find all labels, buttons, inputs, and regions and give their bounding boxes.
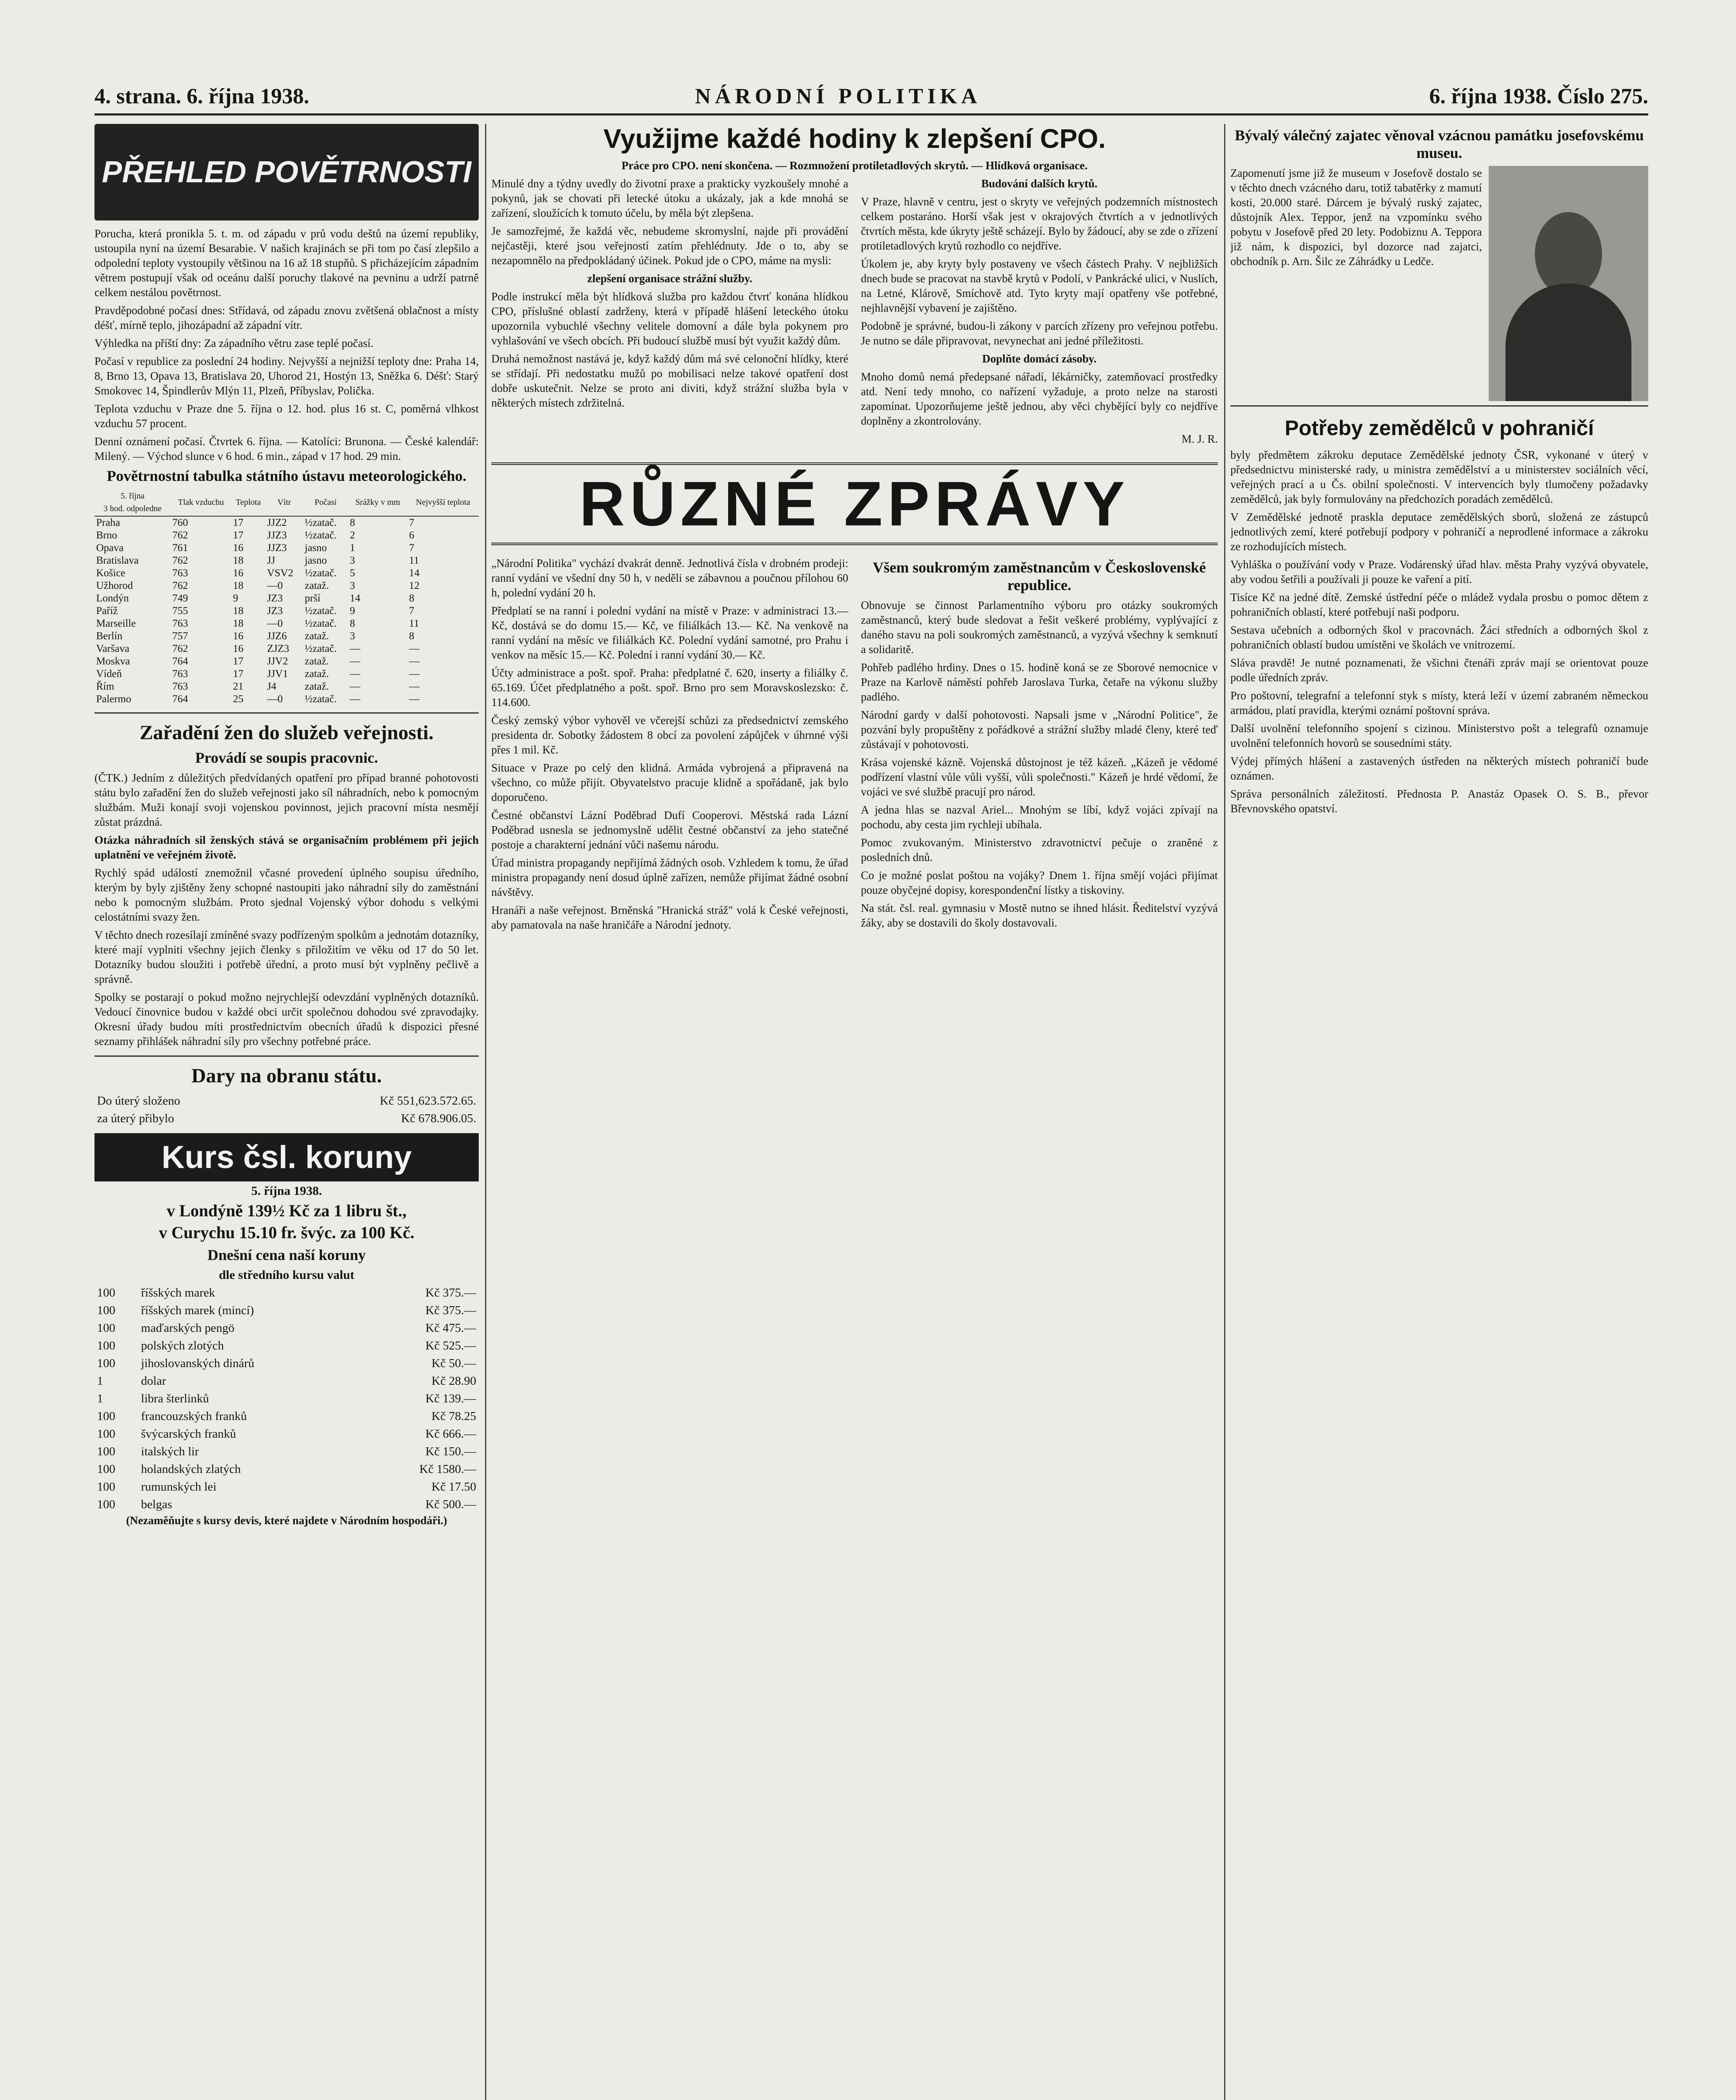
dary-value: Kč 678.906.05.: [401, 1112, 476, 1125]
met-table: [94, 489, 479, 706]
kurs-subtitle: Dnešní cena naší koruny: [207, 1247, 366, 1263]
met-table-cell: ½zatač.: [304, 643, 337, 654]
met-table-cell: Brno: [96, 530, 117, 541]
cpo-left-column: [491, 176, 848, 450]
women-article-title: Zařadění žen do služeb veřejnosti.: [139, 722, 434, 744]
met-table-cell: 6: [409, 530, 414, 541]
met-table-cell: JJ: [267, 555, 275, 566]
met-table-cell: Berlín: [96, 630, 123, 642]
met-table-cell: 763: [172, 567, 188, 579]
met-table-cell: Varšava: [96, 643, 130, 654]
kurs-date: 5. října 1938.: [251, 1184, 322, 1198]
news-item: Předplatí se na ranní i polední vydání na místě v Praze: v administraci 13.— Kč, dostává se do domu 15.— Kč, ve filiálkách 13.— Kč. Na venkově na ranní vydání na měsíc ve filiálkách Kč. Polední vydání samotné, pro Prahu i venkov na měsíc 15.— Kč. Polední i ranní vydání 30.— Kč.: [491, 604, 848, 661]
rate-row: [94, 1354, 479, 1372]
rate-value: Kč 1580.—: [419, 1462, 476, 1476]
met-table-title: Povětrnostní tabulka státního ústavu meteorologického.: [107, 467, 467, 484]
rate-value: Kč 525.—: [425, 1339, 476, 1352]
kurs-london: v Londýně 139½ Kč za 1 libru št.,: [166, 1201, 407, 1220]
cpo-paragraph: Je samozřejmé, že každá věc, nebudeme skromyslní, najde při provádění nejčastěji, které jsou veřejností zatím přehlédnuty. Jde o to, aby se nezapomnělo na předpokládaný účinek. Pokud jde o CPO, máme na mysli:: [491, 225, 848, 267]
rate-amount: 100: [97, 1357, 115, 1370]
kurs-table: [94, 1284, 479, 1513]
met-table-cell: 16: [233, 643, 244, 654]
met-table-cell: VSV2: [267, 567, 294, 579]
met-table-cell: 12: [409, 580, 420, 591]
met-table-cell: 18: [233, 618, 244, 629]
veteran-article-title: Bývalý válečný zajatec věnoval vzácnou památku josefovskému museu.: [1235, 127, 1644, 161]
met-table-cell: ½zatač.: [304, 693, 337, 705]
weather-banner: PŘEHLED POVĚTRNOSTI: [94, 124, 479, 220]
news-item: Krása vojenské kázně. Vojenská důstojnost je též kázeň. „Kázeň je vědomé podřízení vlastní vůle vůli vyšší, vůli společnosti." Kázeň je hrdé vědomí, že vojáci ve své službě pracují pro národ.: [861, 756, 1218, 798]
met-table-body: [94, 516, 479, 706]
portrait-body-shape: [1505, 284, 1631, 401]
met-table-cell: 14: [350, 593, 361, 604]
met-table-cell: JZ3: [267, 593, 283, 604]
met-table-cell: JJZ6: [267, 630, 287, 642]
met-table-cell: Vídeň: [96, 668, 122, 680]
met-table-cell: Paříž: [96, 605, 118, 617]
met-table-cell: 9: [233, 593, 239, 604]
news-item: A jedna hlas se nazval Ariel... Mnohým se líbí, když vojáci zpívají na pochodu, aby cesta jim rychleji ubíhala.: [861, 803, 1218, 831]
met-table-cell: ½zatač.: [304, 605, 337, 617]
met-table-cell: 761: [172, 542, 188, 554]
met-table-cell: —0: [267, 580, 283, 591]
news-item: Správa personálních záležitostí. Přednosta P. Anastáz Opasek O. S. B., převor Břevnovského opatství.: [1230, 788, 1648, 815]
rate-currency: dolar: [141, 1374, 166, 1388]
women-paragraph: Rychlý spád událostí znemožnil včasné provedení úplného soupisu úředního, kterým by byly zjištěny ženy schopné nastoupiti jako náhradní síly do zaměstnání nebo k pomocným službám. Proto sjednal Vojenský výbor dohodu s velkými celostátními svazy žen.: [94, 866, 479, 923]
rate-row: [94, 1425, 479, 1443]
met-table-cell: 762: [172, 580, 188, 591]
kurs-banner: Kurs čsl. koruny: [94, 1133, 479, 1181]
news-item: Co je možné poslat poštou na vojáky? Dnem 1. října smějí vojáci přijímat pouze obyčejné dopisy, korespondenční lístky a tiskoviny.: [861, 869, 1218, 896]
cpo-paragraph: Druhá nemožnost nastává je, když každý dům má své celonoční hlídky, které se střídají. Při nedostatku mužů po mobilisaci nelze takové opatření dost dobře uskutečnit. Nelze se proto ani diviti, když strážní služba byla v některých místech zdržitelná.: [491, 352, 848, 409]
news-item: Výdej přímých hlášení a zastavených ústředen na některých místech pohraničí bude oznámen.: [1230, 755, 1648, 782]
rate-currency: italských lir: [141, 1445, 199, 1458]
divider: [94, 1055, 479, 1057]
met-table-cell: 25: [233, 693, 244, 705]
weather-paragraph: Denní oznámení počasí. Čtvrtek 6. října. — Katolíci: Brunona. — České kalendář: Milený. — Východ slunce v 6 hod. 6 min., západ v 17 hod. 29 min.: [94, 435, 479, 462]
rate-amount: 100: [97, 1427, 115, 1441]
met-table-cell: 9: [350, 605, 355, 617]
rate-value: Kč 666.—: [425, 1427, 476, 1441]
ruzne-zpravy-banner: RŮZNÉ ZPRÁVY: [491, 462, 1218, 545]
met-table-cell: 764: [172, 693, 188, 705]
cpo-subheading: Doplňte domácí zásoby.: [982, 352, 1097, 365]
rate-amount: 1: [97, 1374, 103, 1388]
pohranici-article-title: Potřeby zemědělců v pohraničí: [1285, 416, 1594, 440]
news-item: Účty administrace a pošt. spoř. Praha: předplatné č. 620, inserty a filiálky č. 65.169. Účet předplatného a pošt. spoř. Brno pro sem Moravskoslezsko: č. 114.600.: [491, 667, 848, 709]
rate-currency: francouzských franků: [141, 1410, 247, 1423]
met-table-cell: 760: [172, 517, 188, 528]
right-column: [1230, 124, 1648, 2100]
met-table-cell: Bratislava: [96, 555, 139, 566]
met-table-cell: jasno: [304, 542, 327, 554]
met-table-row: [94, 542, 479, 554]
met-table-cell: JJV2: [267, 656, 288, 667]
met-table-cell: —: [350, 693, 361, 705]
news-item: byly předmětem zákroku deputace Zemědělské jednoty ČSR, vykonané v úterý v předsednictvu ministerské rady, u ministra zemědělství a u ministerstev sociálních věcí, veřejných prací a u Čs. obilní společnosti. V intervencích byly tlumočeny požadavky zemědělců, jak byly formulovány na předchozích poradách zemědělců.: [1230, 449, 1648, 505]
met-table-cell: 763: [172, 618, 188, 629]
dary-row: [94, 1110, 479, 1127]
rate-amount: 100: [97, 1339, 115, 1352]
met-table-cell: Praha: [96, 517, 120, 528]
dary-value: Kč 551,623.572.65.: [380, 1094, 476, 1108]
ruzne-left-column: [491, 556, 848, 936]
column-divider: [1224, 124, 1225, 2100]
met-table-cell: 17: [233, 517, 244, 528]
met-table-cell: 755: [172, 605, 188, 617]
met-table-cell: —: [350, 668, 361, 680]
divider: [94, 712, 479, 714]
met-table-cell: JJV1: [267, 668, 288, 680]
met-table-cell: 16: [233, 630, 244, 642]
header-page-date: 4. strana. 6. října 1938.: [94, 84, 309, 108]
kurs-zurich: v Curychu 15.10 fr. švýc. za 100 Kč.: [159, 1223, 414, 1242]
cpo-subheading: zlepšení organisace strážní služby.: [587, 272, 753, 285]
rate-currency: rumunských lei: [141, 1480, 217, 1494]
met-table-cell: JZ3: [267, 605, 283, 617]
met-table-cell: 749: [172, 593, 188, 604]
rate-row: [94, 1443, 479, 1460]
met-table-cell: Užhorod: [96, 580, 133, 591]
rate-row: [94, 1460, 479, 1478]
met-table-row: [94, 630, 479, 643]
cpo-paragraph: V Praze, hlavně v centru, jest o skryty ve veřejných podzemních místnostech celkem postaráno. Horší však jest v okrajových čtvrtích a v jednotlivých čtvrtích města, kde úkryty ještě scházejí. Bylo by žádoucí, aby se zde o zřízení protiletadlových krytů rozhodlo co nejdříve.: [861, 195, 1218, 252]
women-paragraph: Otázka náhradních sil ženských stává se organisačním problémem při jejich uplatnění ve veřejném životě.: [94, 834, 479, 861]
dary-title: Dary na obranu státu.: [191, 1065, 382, 1087]
rate-row: [94, 1390, 479, 1407]
met-table-cell: 5: [350, 567, 355, 579]
met-table-row: [94, 529, 479, 542]
met-table-cell: 3: [350, 580, 355, 591]
met-table-row: [94, 580, 479, 592]
met-table-row: [94, 680, 479, 693]
met-table-cell: —: [409, 668, 420, 680]
met-table-cell: 8: [350, 517, 355, 528]
rate-row: [94, 1337, 479, 1354]
met-table-row: [94, 655, 479, 668]
rate-value: Kč 139.—: [425, 1392, 476, 1405]
met-table-cell: JJZ2: [267, 517, 287, 528]
women-article-subtitle: Provádí se soupis pracovnic.: [195, 749, 378, 766]
rate-currency: švýcarských franků: [141, 1427, 236, 1441]
news-item: V Zemědělské jednotě praskla deputace zemědělských sborů, složená ze zástupců jednotlivých zemí, které potřebují podpory v pohraničí a neprodlené informace a zákroku ze rozhodujících místech.: [1230, 511, 1648, 553]
kurs-table-body: [94, 1284, 479, 1513]
met-table-cell: 16: [233, 542, 244, 554]
cpo-paragraph: Podobně je správné, budou-li zákony v parcích zřízeny pro veřejnou potřebu. Je nutno se dále připravovat, nevynechat ani jedné příležitosti.: [861, 320, 1218, 347]
rate-value: Kč 17.50: [431, 1480, 476, 1494]
news-item: Český zemský výbor vyhověl ve včerejší schůzi za předsednictví zemského presidenta dr. Sobotky žádostem 8 obcí za povolení zápůjček v úhrnné výši přes 1 mil. Kč.: [491, 714, 848, 756]
met-table-cell: —: [350, 656, 361, 667]
met-table-cell: zataž.: [304, 580, 329, 591]
met-table-cell: 16: [233, 567, 244, 579]
rate-row: [94, 1478, 479, 1496]
met-table-cell: 763: [172, 668, 188, 680]
news-item: Pomoc zvukovaným. Ministerstvo zdravotnictví pečuje o zraněné z posledních dnů.: [861, 836, 1218, 864]
rate-value: Kč 475.—: [425, 1321, 476, 1335]
rate-currency: říšských marek: [141, 1286, 215, 1299]
divider: [1230, 405, 1648, 407]
met-table-cell: zataž.: [304, 656, 329, 667]
met-table-cell: 11: [409, 555, 420, 566]
met-table-cell: 11: [409, 618, 420, 629]
news-item: Sestava učebních a odborných škol v pracovnách. Žáci středních a odborných škol z pohraničních oblastí budou umístěni ve školách ve vnitrozemí.: [1230, 624, 1648, 651]
news-item: Pohřeb padlého hrdiny. Dnes o 15. hodině koná se ze Sborové nemocnice v Praze na Karlově náměstí pohřeb Jaroslava Turka, četaře na výkonu služby padlého.: [861, 661, 1218, 703]
rate-currency: maďarských pengö: [141, 1321, 235, 1335]
cpo-paragraph: Minulé dny a týdny uvedly do životní praxe a prakticky vyzkoušely mnohé a pokynů, jak se chovati při letecké útoku a ukázaly, jak a kde mnohá se zařízení, sloužících k tomuto účelu, by měla být zlepšena.: [491, 177, 848, 219]
cpo-article-subtitle: Práce pro CPO. není skončena. — Rozmnožení protiletadlových skrytů. — Hlídková organisace.: [621, 159, 1088, 172]
met-table-cell: zataž.: [304, 681, 329, 692]
rate-row: [94, 1407, 479, 1425]
met-table-row: [94, 592, 479, 605]
women-paragraph: V těchto dnech rozesílají zmíněné svazy podřízeným spolkům a jednotám dotazníky, které mají vyplniti všechny jejich členky s přiložitím ve věku od 17 do 50 let. Dotazníky budou sloužiti i potřebě úřední, a proto musí být vyplněny pečlivě a správně.: [94, 929, 479, 985]
met-table-cell: 17: [233, 656, 244, 667]
column-divider: [485, 124, 486, 2100]
rate-row: [94, 1302, 479, 1319]
met-table-cell: Palermo: [96, 693, 131, 705]
met-table-row: [94, 668, 479, 680]
met-table-cell: ½zatač.: [304, 530, 337, 541]
met-table-cell: 8: [350, 618, 355, 629]
cpo-article-title: Využijme každé hodiny k zlepšení CPO.: [603, 124, 1106, 154]
met-table-cell: JJZ3: [267, 530, 287, 541]
rate-amount: 100: [97, 1286, 115, 1299]
met-table-cell: 17: [233, 530, 244, 541]
met-table-cell: —: [409, 643, 420, 654]
news-item: Obnovuje se činnost Parlamentního výboru pro otázky soukromých zaměstnanců, který bude sledovat a řešit veškeré problémy, vyplývající z daného stavu na poli soukromých zaměstnanců, a vyzývá všechny k semknutí a solidaritě.: [861, 599, 1218, 656]
met-table-cell: 762: [172, 530, 188, 541]
met-table-cell: 18: [233, 555, 244, 566]
met-table-cell: Opava: [96, 542, 124, 554]
met-table-cell: ½zatač.: [304, 517, 337, 528]
rate-value: Kč 500.—: [425, 1498, 476, 1511]
cpo-subheading: Budování dalších krytů.: [981, 177, 1098, 190]
met-table-cell: Moskva: [96, 656, 130, 667]
dary-label: Do úterý složeno: [97, 1094, 181, 1108]
left-column: [94, 124, 479, 2100]
met-table-row: [94, 516, 479, 529]
rate-amount: 100: [97, 1462, 115, 1476]
met-table-cell: 757: [172, 630, 188, 642]
dary-table: [94, 1092, 479, 1127]
rate-amount: 1: [97, 1392, 103, 1405]
met-col-pressure: Tlak vzduchu: [170, 489, 231, 516]
met-table-cell: 14: [409, 567, 420, 579]
met-table-cell: ½zatač.: [304, 567, 337, 579]
met-table-cell: —: [409, 681, 420, 692]
met-table-cell: prší: [304, 593, 321, 604]
cpo-right-column: [861, 176, 1218, 450]
kurs-footer: (Nezaměňujte s kursy devis, které najdete v Národním hospodáři.): [126, 1514, 447, 1527]
rate-amount: 100: [97, 1410, 115, 1423]
met-table-cell: —: [350, 643, 361, 654]
weather-paragraph: Porucha, která pronikla 5. t. m. od západu v prů vodu deštů na území republiky, ustoupila nyní na území Besarabie. V našich krajinách se při tom po časí zlepšilo a odpolední teploty vystoupily většinou na 16 až 18 stupňů. S přicházejícím západním větrem postupují však od oceánu další poruchy tlakové na pevninu a udrží patrně celkem nestálou povětrnost.: [94, 227, 479, 299]
rate-currency: belgas: [141, 1498, 172, 1511]
met-table-cell: 7: [409, 542, 414, 554]
met-table-cell: 1: [350, 542, 355, 554]
kurs-note: dle středního kursu valut: [219, 1268, 354, 1282]
ruzne-right-column: [861, 556, 1218, 936]
met-table-row: [94, 617, 479, 630]
rate-row: [94, 1496, 479, 1513]
met-table-cell: 18: [233, 605, 244, 617]
news-item: Pro poštovní, telegrafní a telefonní styk s místy, která leží v území zabraném německou armádou, platí pravidla, kterými oznámí poštovní správa.: [1230, 689, 1648, 717]
met-table-cell: ZJZ3: [267, 643, 289, 654]
center-column: [491, 124, 1218, 2100]
met-table-cell: 3: [350, 630, 355, 642]
met-table-cell: 7: [409, 605, 414, 617]
met-table-cell: —: [409, 693, 420, 705]
met-table-row: [94, 693, 479, 706]
veteran-text: Zapomenutí jsme již že museum v Josefově dostalo se v těchto dnech vzácného daru, totiž tabatěrky z mamutí kosti, 20.000 staré. Dárcem je bývalý ruský zajatec, důstojník Alex. Teppor, jenž na vzpomínku svého pobytu v Josefově před 20 lety. Podobiznu A. Teppora již nám, k dispozici, byl dozorce nad zajatci, obchodník p. Arn. Šilc ze Záhrádky u Ledče.: [1230, 167, 1482, 268]
rate-value: Kč 78.25: [431, 1410, 476, 1423]
met-col-max: Nejvyšší teplota: [407, 489, 479, 516]
met-table-cell: —0: [267, 618, 283, 629]
workers-article-title: Všem soukromým zaměstnancům v Československé republice.: [873, 559, 1206, 593]
met-table-cell: —: [350, 681, 361, 692]
met-table-cell: JJZ3: [267, 542, 287, 554]
met-table-cell: Londýn: [96, 593, 129, 604]
met-table-cell: 18: [233, 580, 244, 591]
news-item: Úřad ministra propagandy nepřijímá žádných osob. Vzhledem k tomu, že úřad ministra propagandy není dosud úplně zařízen, nemůže přijímat žádné osobní návštěvy.: [491, 856, 848, 898]
met-table-cell: —: [409, 656, 420, 667]
rate-currency: polských zlotých: [141, 1339, 224, 1352]
met-table-cell: zataž.: [304, 668, 329, 680]
rate-value: Kč 375.—: [425, 1304, 476, 1317]
rate-value: Kč 150.—: [425, 1445, 476, 1458]
news-item: Národní gardy v další pohotovosti. Napsali jsme v „Národní Politice", že pozvání byly propuštěny z pořádkové a strážní služby mladé členy, které teď zůstávají v pohotovosti.: [861, 709, 1218, 751]
rate-row: [94, 1372, 479, 1390]
cpo-paragraph: Úkolem je, aby kryty byly postaveny ve všech částech Prahy. V nejbližších dnech bude se pracovat na stavbě krytů v Podolí, v Pankrácké ulici, v Nuslích, na Letné, Klárově, Smíchově atd. Tyto kryty mají opatřeny vše potřebné, nejhlavnější vybavení je zajištěno.: [861, 257, 1218, 314]
met-table-row: [94, 554, 479, 567]
news-item: Další uvolnění telefonního spojení s cizinou. Ministerstvo pošt a telegrafů oznamuje uvolnění telefonních hovorů se sousedními státy.: [1230, 722, 1648, 749]
met-table-cell: 764: [172, 656, 188, 667]
met-col-precip: Srážky v mm: [348, 489, 407, 516]
cpo-paragraph: Podle instrukcí měla být hlídková služba pro každou čtvrť konána hlídkou CPO, příslušné oblastí zadrženy, která v případě hlášení leteckého útoku upozornila vybuchlé všechny velitele domovní a dále byla pokynem pro vyhlašování ve všech obcích. Při budoucí službě musí být využit každý dům.: [491, 290, 848, 347]
news-item: „Národní Politika" vychází dvakrát denně. Jednotlivá čísla v drobném prodeji: ranní vydání ve všední dny 50 h, v neděli se zábavnou a poučnou přílohou 60 h, polední vydání 20 h.: [491, 557, 848, 599]
weather-paragraph: Pravděpodobné počasí dnes: Střídavá, od západu znovu zvětšená oblačnost a místy déšť, mírně teplo, jihozápadní až západní vítr.: [94, 304, 479, 331]
weather-paragraph: Teplota vzduchu v Praze dne 5. října o 12. hod. plus 16 st. C, poměrná vlhkost vzduchu 57 procent.: [94, 402, 479, 430]
met-table-cell: 2: [350, 530, 355, 541]
news-item: Hranáři a naše veřejnost. Brněnská "Hranická stráž" volá k České veřejnosti, aby pamatovala na naše hraničáře a Národní jednoty.: [491, 904, 848, 931]
rate-amount: 100: [97, 1304, 115, 1317]
rate-amount: 100: [97, 1445, 115, 1458]
met-table-cell: 763: [172, 681, 188, 692]
portrait-photo: [1489, 166, 1648, 401]
met-table-row: [94, 605, 479, 617]
rate-row: [94, 1284, 479, 1302]
weather-paragraph: Počasí v republice za poslední 24 hodiny. Nejvyšší a nejnižší teploty dne: Praha 14, 8, Brno 13, Opava 13, Bratislava 20, Uhorod 21, Hostýn 13, Sněžka 6. Déšť: Starý Smokovec 14, Špindlerův Mlýn 11, Plzeň, Příbyslav, Polička.: [94, 355, 479, 397]
news-item: Vyhláška o používání vody v Praze. Vodárenský úřad hlav. města Prahy vyzývá obyvatele, aby vodou šetřili a používali ji pouze ke vaření a pití.: [1230, 558, 1648, 585]
met-col-temp: Teplota: [231, 489, 265, 516]
rate-value: Kč 28.90: [431, 1374, 476, 1388]
weather-paragraph: Výhledka na příští dny: Za západního větru zase teplé počasí.: [94, 337, 374, 349]
met-table-cell: 17: [233, 668, 244, 680]
rate-value: Kč 375.—: [425, 1286, 476, 1299]
cpo-article-body: [491, 176, 1218, 450]
cpo-signature: M. J. R.: [1181, 433, 1218, 445]
met-table-cell: 3: [350, 555, 355, 566]
met-col-wind: Vítr: [265, 489, 303, 516]
rate-amount: 100: [97, 1498, 115, 1511]
dary-label: za úterý přibylo: [97, 1112, 174, 1125]
met-table-row: [94, 643, 479, 655]
rate-value: Kč 50.—: [431, 1357, 476, 1370]
rate-amount: 100: [97, 1480, 115, 1494]
met-table-cell: J4: [267, 681, 277, 692]
met-table-cell: 762: [172, 555, 188, 566]
met-col-station: 5. října 3 hod. odpoledne: [94, 489, 170, 516]
met-col-weather: Počasí: [303, 489, 348, 516]
met-table-cell: zataž.: [304, 630, 329, 642]
met-table-row: [94, 567, 479, 580]
ruzne-body: [491, 556, 1218, 936]
page-header: [94, 84, 1648, 116]
met-table-cell: ½zatač.: [304, 618, 337, 629]
news-item: Sláva pravdě! Je nutné poznamenati, že všichni čtenáři zpráv mají se orientovat pouze podle úředních zpráv.: [1230, 656, 1648, 684]
rate-currency: holandských zlatých: [141, 1462, 241, 1476]
met-table-cell: 8: [409, 593, 414, 604]
met-table-cell: Řím: [96, 681, 115, 692]
header-issue-number: 6. října 1938. Číslo 275.: [1429, 84, 1648, 108]
news-item: Na stát. čsl. real. gymnasiu v Mostě nutno se ihned hlásit. Ředitelství vyzývá žáky, aby se dostavili do školy dostavovali.: [861, 902, 1218, 929]
news-item: Tisíce Kč na jedné dítě. Zemské ústřední péče o mládež vydala prosbu o pomoc dětem z pohraničních oblastí, které potřebují naši podporu.: [1230, 591, 1648, 618]
rate-currency: jihoslovanských dinárů: [141, 1357, 254, 1370]
met-table-cell: Marseille: [96, 618, 136, 629]
met-table-cell: Košice: [96, 567, 126, 579]
rate-amount: 100: [97, 1321, 115, 1335]
met-table-cell: 762: [172, 643, 188, 654]
women-paragraph: (ČTK.) Jedním z důležitých předvídaných opatření pro případ branné pohotovosti státu bylo zařadění žen do služeb veřejnosti jako síl náhradních, nebo k pomocným službám. Muži konají svoji vojenskou povinnost, jejich pracovní místa nesmějí zůstat prázdná.: [94, 772, 479, 828]
rate-row: [94, 1319, 479, 1337]
news-item: Čestné občanství Lázní Poděbrad Dufí Cooperovi. Městská rada Lázní Poděbrad usnesla se jednomyslně udělit čestné občanství za jeho statečné postoje a charakterní jednání vůči našemu národu.: [491, 809, 848, 851]
met-table-cell: 8: [409, 630, 414, 642]
news-item: Situace v Praze po celý den klidná. Armáda vybrojená a připravená na všechno, co může přijít. Obyvatelstvo pracuje klidně a spořádaně, jak bylo doporučeno.: [491, 761, 848, 803]
met-table-cell: jasno: [304, 555, 327, 566]
dary-row: [94, 1092, 479, 1110]
rate-currency: říšských marek (mincí): [141, 1304, 254, 1317]
met-table-cell: 21: [233, 681, 244, 692]
cpo-paragraph: Mnoho domů nemá předepsané nářadí, lékárničky, zatemňovací prostředky atd. Není tedy mnoho, co nařízení vyžaduje, a proto nelze na starosti zapomínat. Upozorňujeme ještě jednou, aby věci chybějící byly co nejdříve doplněny a zkontrolovány.: [861, 370, 1218, 427]
masthead: NÁRODNÍ POLITIKA: [695, 84, 981, 108]
met-table-cell: 7: [409, 517, 414, 528]
rate-currency: libra šterlinků: [141, 1392, 209, 1405]
met-table-cell: —0: [267, 693, 283, 705]
women-paragraph: Spolky se postarají o pokud možno nejrychlejší odevzdání vyplněných dotazníků. Vedoucí činovnice budou v každé obci určit společnou dohodou své zpravodajky. Okresní úřady budou míti prostřednictvím obecních úřadů k dispozici přesné seznamy přihlášek náhradní síly pro všechny potřebné práce.: [94, 991, 479, 1047]
